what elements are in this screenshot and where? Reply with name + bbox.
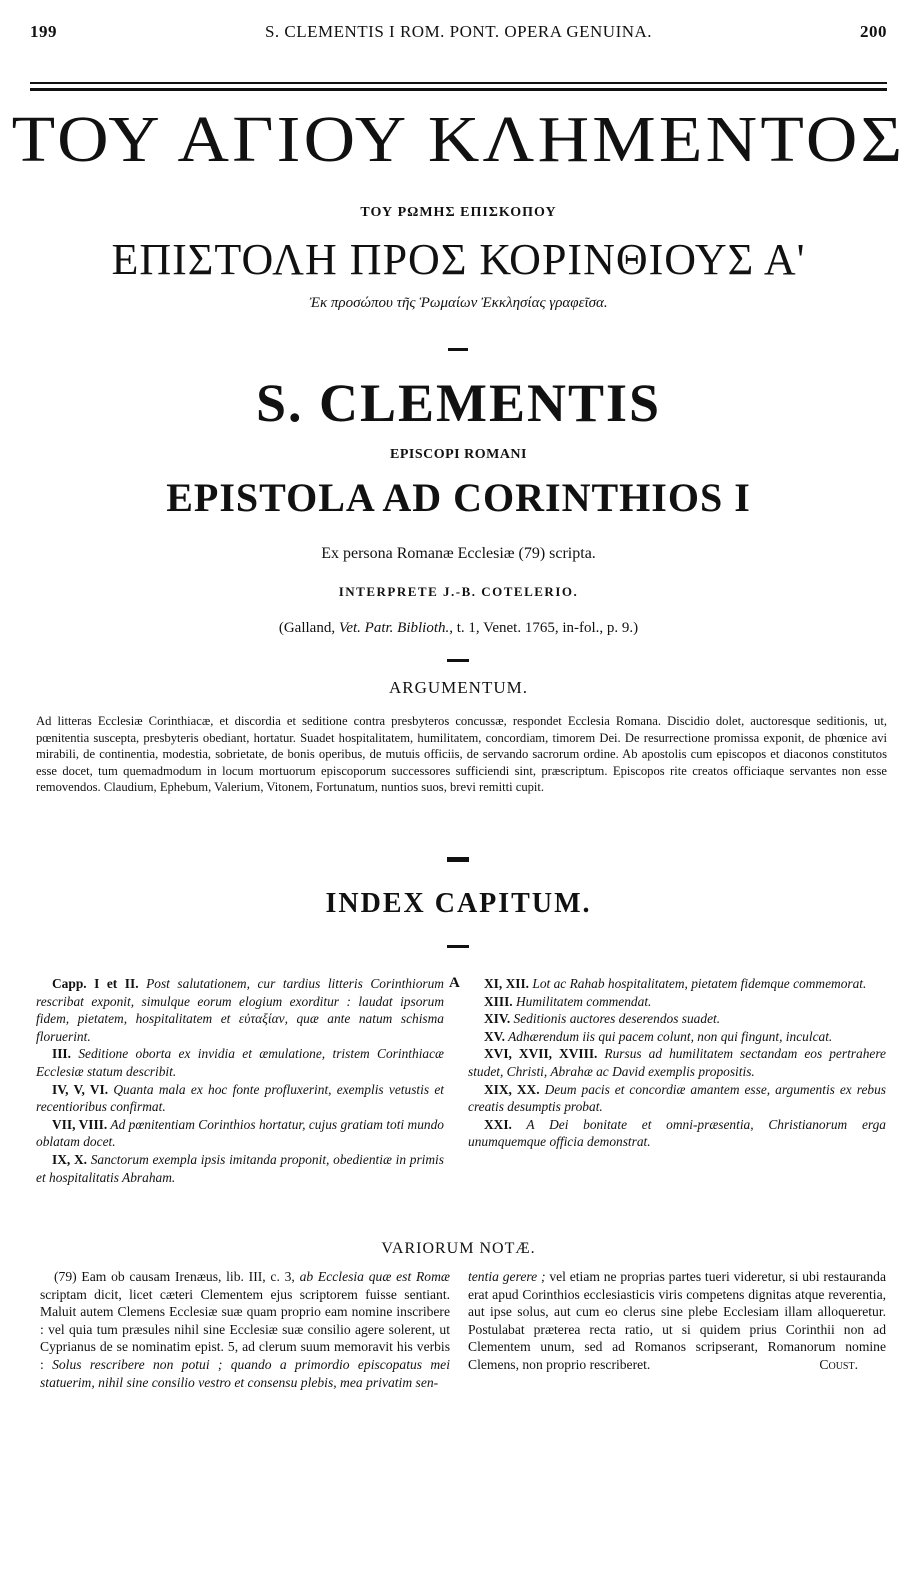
index-entry	[468, 1116, 886, 1151]
index-entry-text: Rursus ad humilitatem sectandam eos pertrahere studet, Christi, Abrahæ ac David exemplis propositis.	[468, 1046, 886, 1079]
index-entry	[468, 975, 886, 993]
index-entry	[468, 1028, 886, 1046]
index-entry	[468, 1045, 886, 1080]
running-head	[30, 22, 887, 46]
citation-pre: (Galland,	[278, 620, 339, 636]
index-entry-text: A Dei bonitate et omni-præsentia, Christianorum erga unumquemque officia demonstrat.	[468, 1116, 886, 1150]
index-entry	[36, 1151, 444, 1186]
argumentum-heading: ARGUMENTUM.	[389, 678, 528, 697]
citation-line	[30, 620, 887, 637]
index-entry	[468, 1010, 886, 1028]
latin-subtitle: EPISCOPI ROMANI	[389, 447, 527, 462]
column-marker: A	[449, 975, 460, 991]
index-entry-text: Adhærendum iis qui pacem colunt, non qui fingunt, inculcat.	[508, 1028, 833, 1044]
separator-dash	[448, 348, 468, 351]
note-text: (79) Eam ob causam Irenæus, lib. III, c. 3,	[54, 1269, 300, 1284]
notes-heading: VARIORUM NOTÆ.	[381, 1240, 536, 1257]
index-right-column	[468, 975, 886, 1151]
index-entry-text: Seditionis auctores deserendos suadet.	[513, 1011, 721, 1027]
index-entry-number: XIV.	[484, 1011, 511, 1027]
index-entry-text: Post salutationem, cur tardius litteris Corinthiorum rescribat exponit, simulque eorum elogium exorditur : laudat ipsorum fidem, pietatem, hospitalitatem et εὐταξίαν, quæ ante natum schisma floruerint.	[36, 976, 444, 1044]
argumentum-text: Ad litteras Ecclesiæ Corinthiacæ, et discordia et seditione contra presbyteros concussæ, respondet Ecclesia Romana. Discidio dolet, auctoresque seditionis, ut, pœnitentia suscepta, presbyteris obediant, hortatur. Suadet hospitalitatem, humilitatem, concordiam, timorem Dei. De resurrectione promissa exponit, de phœnice avi mirabili, de continentia, modestia, sobrietate, de bonis operibus, de mutuis officiis, de servando sacrorum ordine. Ab apostolis cum episcopos et diaconos constitutos esse docet, tum quemadmodum in locum mortuorum episcoporum successores sufficiendi sint, præscriptum. Episcopos rite creatos officiaque servantes non esse removendos. Claudium, Ephebum, Valerium, Vitonem, Fortunatum, nuntios suos, brevi remitti cupit.	[36, 714, 887, 795]
index-entry-number: III.	[52, 1046, 71, 1062]
index-entry-text: Lot ac Rahab hospitalitatem, pietatem fidemque commemorat.	[532, 976, 867, 991]
index-entry-number: XIX, XX.	[484, 1081, 540, 1097]
note-text: vel etiam ne proprias partes tueri videretur, si ubi restauranda erat apud Corinthios ecclesiasticis viris competens dignitas atque reverentia, aut ipse solus, aut cum eo clerus sine plebe Ecclesiam illam alloqueretur. Postulabat præterea recta ratio, ut si quidem prius Corinthii non ad Clementem unum, sed ad Romanos scripserant, Romanorum nomine Clemens, non proprio rescriberet.	[468, 1269, 886, 1372]
interpreter-line: INTERPRETE J.-B. COTELERIO.	[338, 584, 579, 599]
index-entry	[36, 1045, 444, 1080]
index-left-column	[36, 975, 444, 1186]
index-entry-number: XV.	[484, 1028, 505, 1044]
header-rule-thick	[30, 88, 887, 91]
index-entry-text: Humilitatem commendat.	[516, 993, 652, 1009]
latin-epistle-title: EPISTOLA AD CORINTHIOS I	[166, 475, 751, 520]
header-rule-thin	[30, 82, 887, 84]
index-heading: INDEX CAPITUM.	[325, 888, 592, 919]
index-entry-text: Sanctorum exempla ipsis imitanda proponit, obedientiæ in primis et hospitalitatis Abraham.	[36, 1151, 444, 1185]
index-entry	[36, 975, 444, 1045]
note-text-italic: ab Ecclesia quæ est Romæ	[299, 1269, 450, 1284]
citation-post: , t. 1, Venet. 1765, in-fol., p. 9.)	[449, 620, 639, 636]
citation-italic: Vet. Patr. Biblioth.	[338, 620, 450, 636]
note-text-italic: Solus rescribere non potui ; quando a primordio episcopatus mei statuerim, nihil sine consilio vestro et consensu plebis, mea privatim sen-	[40, 1356, 450, 1390]
separator-dash	[447, 857, 469, 862]
index-entry-number: VII, VIII.	[52, 1116, 108, 1132]
greek-epistle-title: ΕΠΙΣΤΟΛΗ ΠΡΟΣ ΚΟΡΙΝΘΙΟΥΣ Α'	[111, 235, 806, 284]
note-signature: Coust.	[819, 1356, 858, 1372]
greek-subtitle: ΤΟΥ ΡΩΜΗΣ ΕΠΙΣΚΟΠΟΥ	[360, 205, 557, 220]
index-entry	[468, 993, 886, 1011]
separator-dash	[447, 945, 469, 948]
notes-left-column	[40, 1268, 450, 1391]
index-entry	[36, 1081, 444, 1116]
note-text: scriptam dicit, licet cæteri Clementem ejus scriptorem fuisse sentiant. Maluit autem Clemens Ecclesiæ suæ quam proprio eam nomine inscribere : vel quia tum præsules nihil sine Ecclesiæ suæ consilio agere solerent, ut Cyprianus de se nominatim epist. 5, ad clerum suum memoravit his verbis :	[40, 1286, 450, 1372]
greek-title: ΤΟΥ ΑΓΙΟΥ ΚΛΗΜΕΝΤΟΣ	[11, 103, 906, 176]
index-entry-number: XI, XII.	[484, 976, 530, 991]
page-number-left: 199	[30, 22, 57, 41]
index-entry	[468, 1081, 886, 1116]
page-number-right: 200	[860, 22, 887, 41]
index-entry	[36, 1116, 444, 1151]
index-entry-number: Capp. I et II.	[52, 976, 139, 991]
running-title: S. CLEMENTIS I ROM. PONT. OPERA GENUINA.	[264, 22, 653, 41]
separator-dash	[447, 659, 469, 662]
latin-title: S. CLEMENTIS	[255, 373, 662, 433]
index-entry-number: XIII.	[484, 993, 513, 1009]
index-entry-number: IV, V, VI.	[52, 1081, 109, 1097]
index-entry-text: Ad pœnitentiam Corinthios hortatur, cujus gratiam toti mundo oblatam docet.	[36, 1116, 444, 1150]
index-entry-number: XXI.	[484, 1116, 512, 1132]
index-entry-number: XVI, XVII, XVIII.	[484, 1046, 598, 1062]
notes-right-column	[468, 1268, 886, 1374]
index-entry-text: Seditione oborta ex invidia et æmulatione, tristem Corinthiacæ Ecclesiæ statum describit.	[36, 1046, 444, 1079]
note-text-italic: tentia gerere ;	[468, 1269, 546, 1284]
greek-epistle-subtitle: Ἐκ προσώπου τῆς Ῥωμαίων Ἐκκλησίας γραφεῖσα.	[309, 295, 608, 311]
index-entry-text: Deum pacis et concordiæ amantem esse, argumentis ex rebus creatis desumptis probat.	[468, 1081, 886, 1115]
index-entry-number: IX, X.	[52, 1151, 87, 1167]
latin-epistle-subtitle: Ex persona Romanæ Ecclesiæ (79) scripta.	[321, 545, 596, 562]
index-entry-text: Quanta mala ex hoc fonte profluxerint, exemplis vetustis et recentioribus confirmat.	[36, 1081, 445, 1115]
